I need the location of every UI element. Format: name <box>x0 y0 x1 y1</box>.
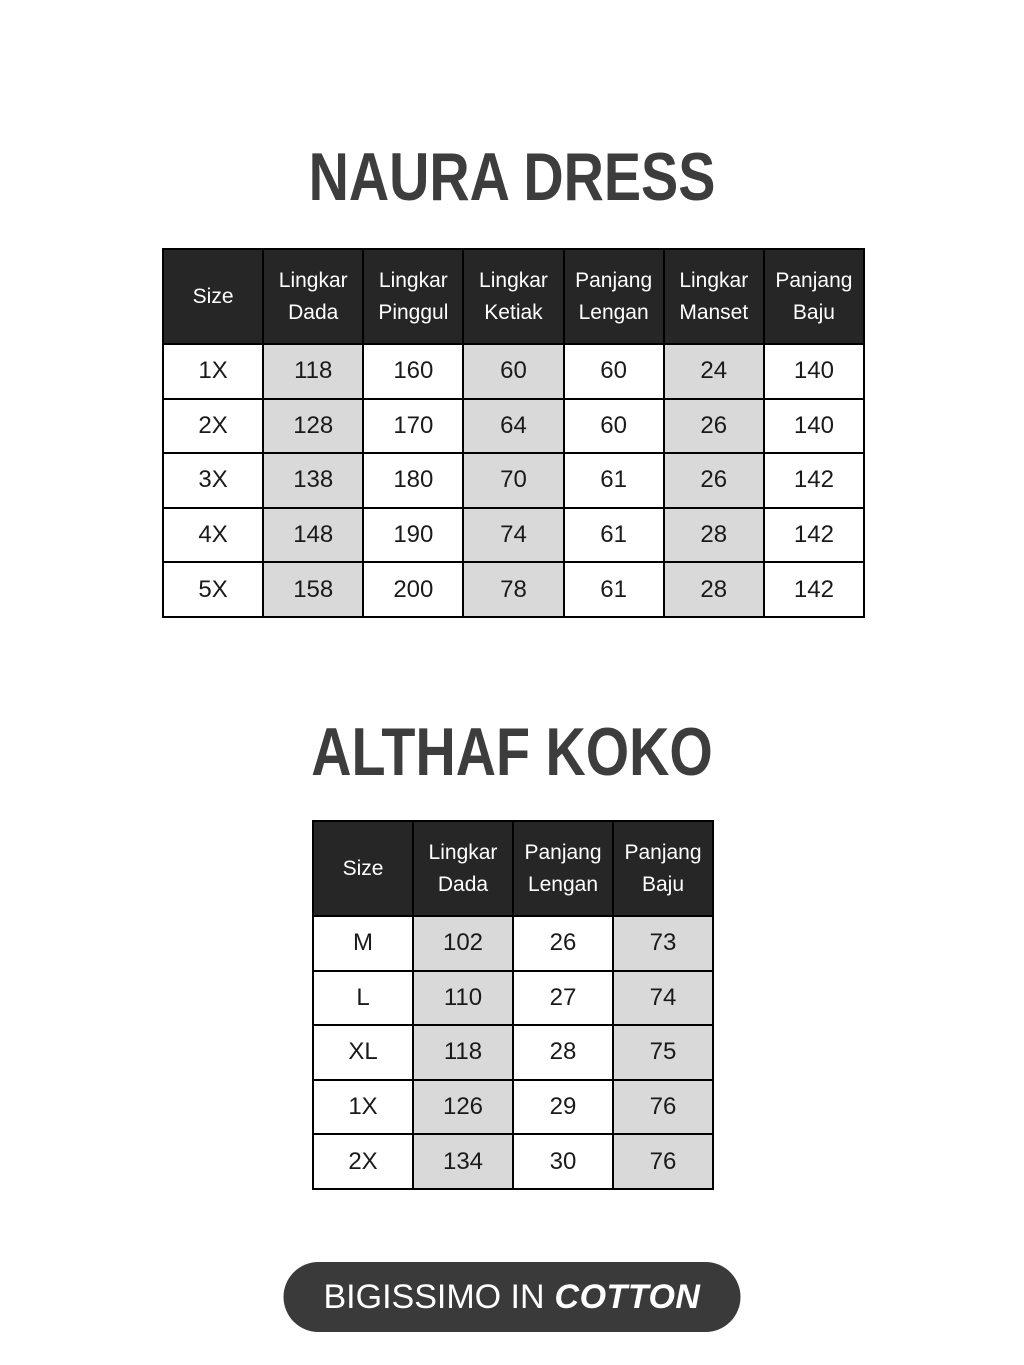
column-header: Panjang Lengan <box>513 821 613 916</box>
measurement-cell: 61 <box>564 562 664 617</box>
column-header: Panjang Baju <box>613 821 713 916</box>
table-row <box>313 971 713 1026</box>
measurement-cell: 142 <box>764 453 864 508</box>
measurement-cell: 138 <box>263 453 363 508</box>
naura-dress-title: NAURA DRESS <box>308 139 716 215</box>
measurement-cell: 118 <box>413 1025 513 1080</box>
size-cell: 2X <box>163 399 263 454</box>
size-cell: 1X <box>163 344 263 399</box>
measurement-cell: 60 <box>564 344 664 399</box>
measurement-cell: 75 <box>613 1025 713 1080</box>
header-row <box>163 249 864 344</box>
table-row <box>163 344 864 399</box>
measurement-cell: 142 <box>764 562 864 617</box>
althaf-koko-size-table <box>312 820 714 1190</box>
measurement-cell: 140 <box>764 344 864 399</box>
measurement-cell: 28 <box>664 562 764 617</box>
measurement-cell: 26 <box>664 399 764 454</box>
table-row <box>313 1134 713 1189</box>
size-cell: L <box>313 971 413 1026</box>
measurement-cell: 29 <box>513 1080 613 1135</box>
measurement-cell: 26 <box>513 916 613 971</box>
size-cell: 3X <box>163 453 263 508</box>
table-row <box>163 453 864 508</box>
measurement-cell: 134 <box>413 1134 513 1189</box>
measurement-cell: 110 <box>413 971 513 1026</box>
measurement-cell: 30 <box>513 1134 613 1189</box>
table-row <box>313 1025 713 1080</box>
brand-badge <box>284 1262 741 1332</box>
size-cell: 1X <box>313 1080 413 1135</box>
column-header: Size <box>163 249 263 344</box>
brand-badge-text: BIGISSIMO IN <box>323 1277 545 1316</box>
column-header: Size <box>313 821 413 916</box>
measurement-cell: 73 <box>613 916 713 971</box>
measurement-cell: 180 <box>363 453 463 508</box>
measurement-cell: 74 <box>613 971 713 1026</box>
column-header: Lingkar Pinggul <box>363 249 463 344</box>
column-header: Panjang Lengan <box>564 249 664 344</box>
measurement-cell: 28 <box>513 1025 613 1080</box>
measurement-cell: 140 <box>764 399 864 454</box>
table-row <box>163 399 864 454</box>
measurement-cell: 60 <box>463 344 563 399</box>
size-cell: 5X <box>163 562 263 617</box>
table-row <box>313 1080 713 1135</box>
column-header: Lingkar Manset <box>664 249 764 344</box>
measurement-cell: 26 <box>664 453 764 508</box>
column-header: Lingkar Dada <box>413 821 513 916</box>
size-cell: M <box>313 916 413 971</box>
measurement-cell: 148 <box>263 508 363 563</box>
column-header: Lingkar Ketiak <box>463 249 563 344</box>
header-row <box>313 821 713 916</box>
measurement-cell: 142 <box>764 508 864 563</box>
measurement-cell: 60 <box>564 399 664 454</box>
measurement-cell: 160 <box>363 344 463 399</box>
measurement-cell: 61 <box>564 508 664 563</box>
measurement-cell: 76 <box>613 1080 713 1135</box>
size-cell: XL <box>313 1025 413 1080</box>
measurement-cell: 158 <box>263 562 363 617</box>
althaf-koko-title: ALTHAF KOKO <box>311 714 713 790</box>
measurement-cell: 64 <box>463 399 563 454</box>
measurement-cell: 28 <box>664 508 764 563</box>
measurement-cell: 126 <box>413 1080 513 1135</box>
measurement-cell: 78 <box>463 562 563 617</box>
measurement-cell: 200 <box>363 562 463 617</box>
naura-dress-size-table <box>162 248 865 618</box>
measurement-cell: 102 <box>413 916 513 971</box>
measurement-cell: 170 <box>363 399 463 454</box>
measurement-cell: 24 <box>664 344 764 399</box>
size-cell: 2X <box>313 1134 413 1189</box>
measurement-cell: 27 <box>513 971 613 1026</box>
measurement-cell: 70 <box>463 453 563 508</box>
table-row <box>163 562 864 617</box>
table-row <box>313 916 713 971</box>
column-header: Lingkar Dada <box>263 249 363 344</box>
measurement-cell: 61 <box>564 453 664 508</box>
measurement-cell: 128 <box>263 399 363 454</box>
column-header: Panjang Baju <box>764 249 864 344</box>
brand-badge-emphasis-text: COTTON <box>554 1277 701 1316</box>
measurement-cell: 190 <box>363 508 463 563</box>
measurement-cell: 76 <box>613 1134 713 1189</box>
table-row <box>163 508 864 563</box>
measurement-cell: 74 <box>463 508 563 563</box>
size-cell: 4X <box>163 508 263 563</box>
measurement-cell: 118 <box>263 344 363 399</box>
